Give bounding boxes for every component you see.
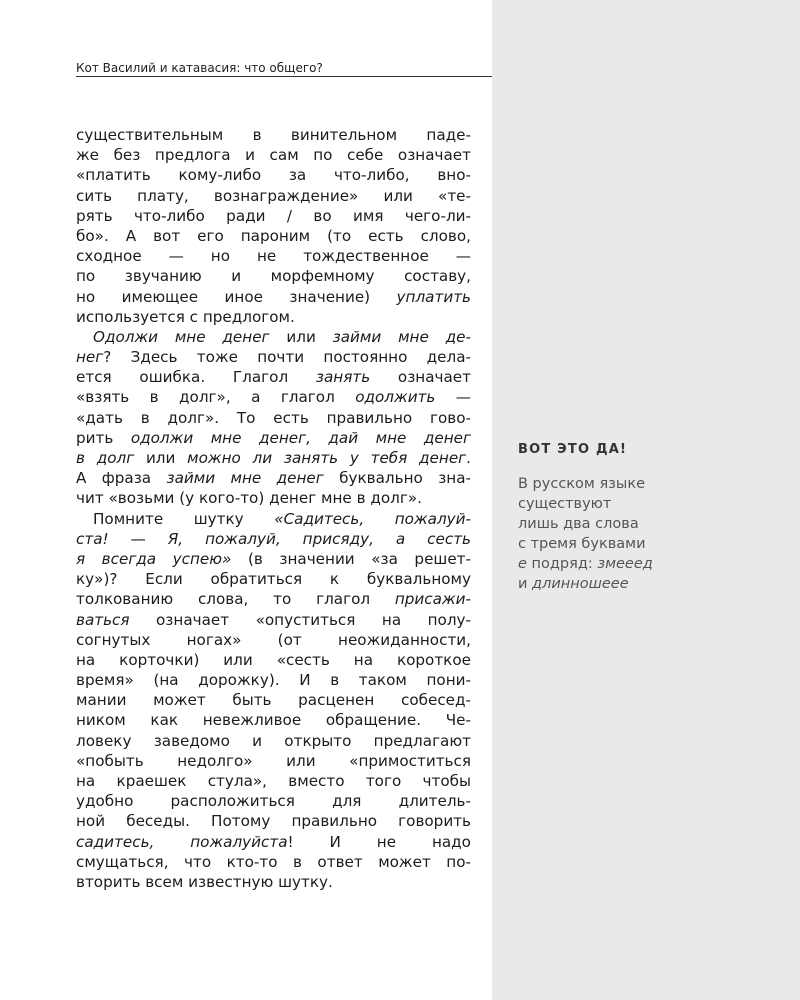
italic-letter: е: [518, 556, 527, 572]
sidebar-note-line: [518, 574, 718, 594]
italic-quote: «Садитесь, пожалуй-: [274, 509, 472, 528]
italic-term: садитесь, пожалуйста: [76, 832, 288, 851]
text-run: подряд:: [526, 556, 598, 572]
text-line: ловеку заведомо и открыто предлагают: [76, 731, 471, 750]
italic-word-example: змееед: [597, 556, 653, 572]
text-line: [76, 428, 471, 448]
text-line: [76, 367, 471, 387]
text-line: на корточки) или «сесть на короткое: [76, 650, 471, 669]
italic-term: нег: [76, 348, 104, 367]
running-title: Кот Василий и катавасия: что общего?: [76, 61, 323, 75]
sidebar-note-line: лишь два слова: [518, 516, 639, 532]
sidebar-note-line: с тремя буквами: [518, 536, 646, 552]
italic-term: присажи-: [394, 590, 471, 609]
text-run: ! И не надо: [287, 832, 471, 851]
text-line: же без предлога и сам по себе означает: [76, 146, 471, 165]
sidebar-note-line: [518, 554, 718, 574]
italic-term: Одолжи мне денег: [93, 327, 270, 346]
text-run: рить: [76, 428, 131, 447]
text-line: [76, 448, 471, 468]
text-line: рять что-либо ради / во имя чего-ли-: [76, 206, 471, 225]
sidebar-note-line: существуют: [518, 496, 612, 512]
text-line: ником как невежливое обращение. Че-: [76, 711, 471, 730]
paragraph-end-line: вторить всем известную шутку.: [76, 872, 333, 891]
text-line: ку»)? Если обратиться к буквальному: [76, 570, 471, 589]
text-line: [76, 468, 471, 488]
text-run: или: [269, 327, 333, 346]
text-run: буквально зна-: [323, 469, 471, 488]
text-run: «взять в долг», а глагол: [76, 388, 356, 407]
italic-term: уплатить: [396, 287, 471, 306]
text-line: [76, 610, 471, 630]
text-run: толкованию слова, то глагол: [76, 590, 395, 609]
italic-term: займи мне де-: [332, 327, 471, 346]
text-line: по звучанию и морфемному составу,: [76, 267, 471, 286]
body-text: [76, 125, 471, 892]
text-run: .: [466, 449, 471, 467]
sidebar-note-title: ВОТ ЭТО ДА!: [518, 442, 628, 457]
text-line: [76, 549, 471, 569]
text-run: но имеющее иное значение): [76, 287, 397, 306]
italic-word-example: длинношеее: [532, 576, 629, 592]
italic-term: ваться: [76, 610, 130, 629]
paragraph-end-line: используется с предлогом.: [76, 307, 295, 326]
text-run: А фраза: [76, 469, 167, 488]
text-line: [76, 287, 471, 307]
text-line: «платить кому-либо за что-либо, вно-: [76, 166, 471, 185]
italic-term: можно ли занять у тебя денег: [187, 449, 467, 467]
text-line: время» (на дорожку). И в таком пони-: [76, 671, 471, 690]
text-line: мании может быть расценен собесед-: [76, 691, 471, 710]
text-line: [76, 832, 471, 852]
text-run: ется ошибка. Глагол: [76, 368, 316, 387]
italic-term: займи мне денег: [166, 469, 324, 488]
italic-quote-line: ста! — Я, пожалуй, присяду, а сесть: [76, 529, 471, 548]
text-run: —: [435, 388, 471, 407]
text-line: сить плату, вознаграждение» или «те-: [76, 186, 471, 205]
text-line: смущаться, что кто-то в ответ может по-: [76, 852, 471, 871]
text-line: на краешек стула», вместо того чтобы: [76, 772, 471, 790]
italic-term: одолжи мне денег, дай мне денег: [130, 428, 471, 447]
text-line: [76, 387, 471, 407]
text-run: или: [134, 449, 188, 467]
text-line: «дать в долг». То есть правильно гово-: [76, 408, 471, 427]
italic-term: одолжить: [355, 388, 436, 407]
text-line: удобно расположиться для длитель-: [76, 792, 471, 811]
text-run: и: [518, 576, 533, 592]
italic-quote: я всегда успею»: [76, 549, 232, 568]
paragraph-start-line: [76, 509, 471, 529]
text-line: «побыть недолго» или «примоститься: [76, 751, 471, 770]
italic-term: в долг: [76, 449, 135, 467]
sidebar-note: [518, 442, 718, 594]
paragraph-end-line: чит «возьми (у кого-то) денег мне в долг».: [76, 489, 422, 508]
text-line: бо». А вот его пароним (то есть слово,: [76, 226, 471, 245]
text-run: означает: [370, 368, 471, 387]
text-line: существительным в винительном паде-: [76, 126, 471, 144]
text-line: [76, 347, 471, 367]
text-line: сходное — но не тождественное —: [76, 247, 471, 266]
text-run: (в значении «за решет-: [231, 549, 471, 568]
text-run: означает «опуститься на полу-: [129, 610, 471, 629]
text-line: ной беседы. Потому правильно говорить: [76, 812, 471, 831]
italic-term: занять: [315, 368, 371, 387]
text-run: ? Здесь тоже почти постоянно дела-: [103, 348, 471, 367]
text-line: [76, 589, 471, 609]
paragraph-start-line: [76, 327, 471, 347]
text-line: согнутых ногах» (от неожиданности,: [76, 630, 471, 649]
text-run: Помните шутку: [93, 509, 275, 528]
sidebar-note-line: В русском языке: [518, 476, 646, 492]
